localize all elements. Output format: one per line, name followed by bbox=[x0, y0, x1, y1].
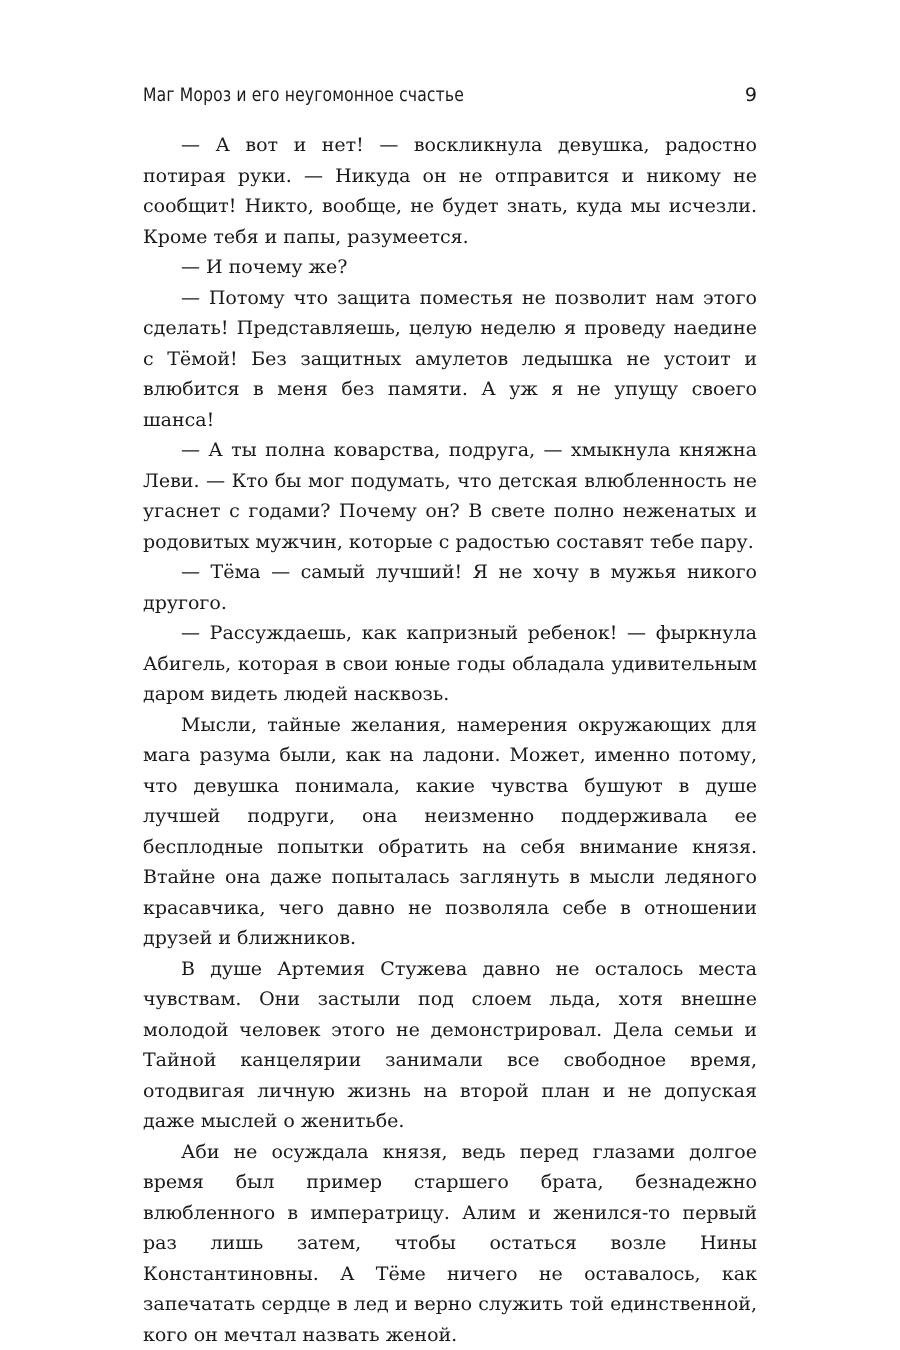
paragraph: — Рассуждаешь, как капризный ребенок! — фыркнула Абигель, которая в свои юные годы обладала удивительным даром видеть людей насквозь. bbox=[143, 618, 757, 710]
paragraph: Мысли, тайные желания, намерения окружающих для мага разума были, как на ладони. Может, именно потому, что девушка понимала, какие чувства бушуют в душе лучшей подруги, она неизменно поддерживала ее бесплодные попытки обратить на себя внимание князя. Втайне она даже попыталась заглянуть в мысли ледяного красавчика, чего давно не позволяла себе в отношении друзей и ближников. bbox=[143, 710, 757, 954]
paragraph: — И почему же? bbox=[143, 252, 757, 283]
paragraph: — А вот и нет! — воскликнула девушка, радостно потирая руки. — Никуда он не отправится и никому не сообщит! Никто, вообще, не будет знать, куда мы исчезли. Кроме тебя и папы, разумеется. bbox=[143, 130, 757, 252]
running-header bbox=[143, 84, 757, 114]
paragraph: Аби не осуждала князя, ведь перед глазами долгое время был пример старшего брата, безнадежно влюбленного в императрицу. Алим и женился-то первый раз лишь затем, чтобы остаться возле Нины Константиновны. А Тёме ничего не оставалось, как запечатать сердце в лед и верно служить той единственной, кого он мечтал назвать женой. bbox=[143, 1137, 757, 1350]
paragraph: — Потому что защита поместья не позволит нам этого сделать! Представляешь, целую неделю я проведу наедине с Тёмой! Без защитных амулетов ледышка не устоит и влюбится в меня без памяти. А уж я не упущу своего шанса! bbox=[143, 283, 757, 436]
paragraph: — Тёма — самый лучший! Я не хочу в мужья никого другого. bbox=[143, 557, 757, 618]
paragraph: В душе Артемия Стужева давно не осталось места чувствам. Они застыли под слоем льда, хотя внешне молодой человек этого не демонстрировал. Дела семьи и Тайной канцелярии занимали все свободное время, отодвигая личную жизнь на второй план и не допуская даже мыслей о женитьбе. bbox=[143, 954, 757, 1137]
book-title: Маг Мороз и его неугомонное счастье bbox=[143, 84, 464, 106]
body-text bbox=[143, 130, 757, 1350]
paragraph: — А ты полна коварства, подруга, — хмыкнула княжна Леви. — Кто бы мог подумать, что детская влюбленность не угаснет с годами? Почему он? В свете полно неженатых и родовитых мужчин, которые с радостью составят тебе пару. bbox=[143, 435, 757, 557]
page-number: 9 bbox=[745, 84, 757, 106]
